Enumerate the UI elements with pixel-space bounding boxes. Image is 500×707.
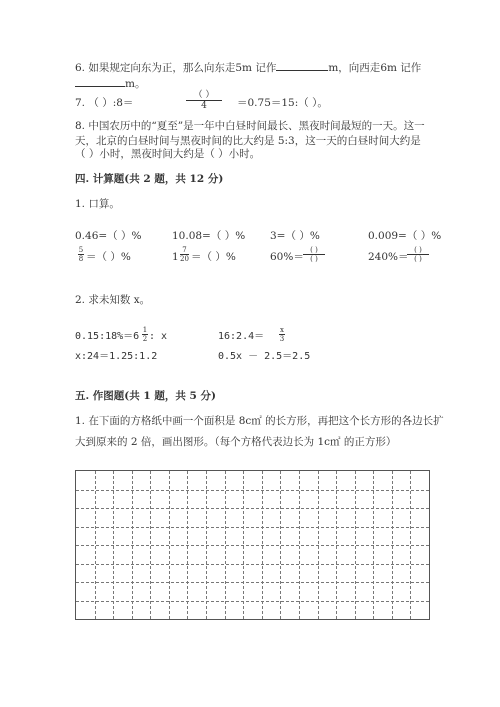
q6-value-east: 5m — [235, 62, 252, 74]
q7-prefix: 7. （ ）:8＝ — [75, 97, 134, 109]
calc-row2-item1-fraction — [78, 246, 84, 263]
q6-text-b: 记作 — [252, 62, 277, 74]
fraction-numerator: 7 — [182, 246, 187, 254]
fraction-numerator: ( ) — [310, 246, 318, 254]
calc-row1-item2: 10.08=（ ）% — [172, 230, 246, 242]
calc-row2-item2-rest: ＝（ ）% — [191, 251, 236, 263]
equation3: x:24＝1.25:1.2 — [75, 351, 158, 362]
section4-q1: 1. 口算。 — [75, 198, 120, 210]
q8-line3: （ ）小时，黑夜时间大约是（ ）小时。 — [75, 148, 261, 160]
section4-title: 四. 计算题(共 2 题，共 12 分) — [75, 173, 224, 185]
q6-blank-1[interactable] — [276, 60, 328, 71]
grid-line-horizontal — [76, 527, 429, 528]
equation2-fraction — [279, 326, 285, 343]
fraction-denominator: 2 — [142, 335, 148, 343]
section5-line1: 1. 在下面的方格纸中画一个面积是 8c㎡ 的长方形，再把这个长方形的各边长扩 — [75, 415, 444, 427]
calc-row2-item2-whole: 1 — [172, 251, 179, 263]
q6-text-end: m。 — [125, 78, 146, 90]
equation4: 0.5x － 2.5＝2.5 — [218, 351, 311, 362]
grid-line-horizontal — [76, 490, 429, 491]
equation1-tail: : x — [149, 331, 168, 342]
fraction-numerator: 5 — [78, 246, 84, 254]
equation1-fraction — [142, 326, 148, 343]
fraction-numerator: ( ) — [414, 246, 422, 254]
fraction-denominator: ( ) — [310, 255, 318, 263]
q6-blank-2[interactable] — [75, 76, 125, 87]
calc-row1-item1: 0.46=（ ）% — [75, 230, 142, 242]
q7-suffix: ＝0.75＝15:（ ）。 — [237, 97, 328, 109]
grid-line-horizontal — [76, 508, 429, 509]
q7-fraction-numerator: （ ） — [193, 90, 215, 100]
q6-text-d: 记作 — [396, 62, 422, 74]
calc-row1-item3: 3=（ ）% — [270, 230, 320, 242]
q6-text-a: 6. 如果规定向东为正，那么向东走 — [75, 62, 236, 74]
fraction-denominator: ( ) — [414, 255, 422, 263]
calc-row1-item4: 0.009=（ ）% — [368, 230, 442, 242]
section4-q2: 2. 求未知数 x。 — [75, 294, 151, 306]
grid-line-horizontal — [76, 601, 429, 602]
fraction-denominator: 3 — [279, 335, 285, 343]
fraction-numerator: 1 — [142, 326, 148, 334]
section5-line2: 大到原来的 2 倍，画出图形。（每个方格代表边长为 1c㎡ 的正方形） — [75, 436, 397, 448]
graph-paper-grid[interactable] — [75, 470, 430, 620]
q6-line1 — [75, 60, 421, 75]
grid-line-horizontal — [76, 545, 429, 546]
section5-title: 五. 作图题(共 1 题，共 5 分) — [75, 390, 216, 402]
q7-fraction — [186, 90, 222, 111]
calc-row2-item3-fraction — [303, 246, 325, 263]
q8-line2: 天，北京的白昼时间与黑夜时间的比大约是 5:3，这一天的白昼时间大约是 — [75, 135, 421, 147]
calc-row2-item3-text: 60%＝ — [270, 251, 304, 263]
calc-row2-item4-fraction — [407, 246, 429, 263]
equation1-text: 0.15:18%＝6 — [75, 331, 140, 342]
q7-fraction-denominator: 4 — [201, 101, 207, 111]
fraction-numerator: x — [280, 326, 284, 334]
q6-text-c: m，向西走 — [328, 62, 381, 74]
fraction-denominator: 20 — [180, 255, 189, 263]
grid-line-horizontal — [76, 582, 429, 583]
calc-row2-item2-fraction — [180, 246, 189, 263]
grid-line-horizontal — [76, 564, 429, 565]
q6-line2 — [75, 76, 145, 91]
q6-value-west: 6m — [380, 62, 397, 74]
calc-row2-item4-text: 240%＝ — [368, 251, 409, 263]
calc-row2-item1-rest: ＝（ ）% — [86, 251, 131, 263]
q8-line1: 8. 中国农历中的“夏至”是一年中白昼时间最长、黑夜时间最短的一天。这一 — [75, 120, 425, 132]
equation2-text: 16:2.4＝ — [218, 331, 265, 342]
fraction-denominator: 8 — [78, 255, 84, 263]
